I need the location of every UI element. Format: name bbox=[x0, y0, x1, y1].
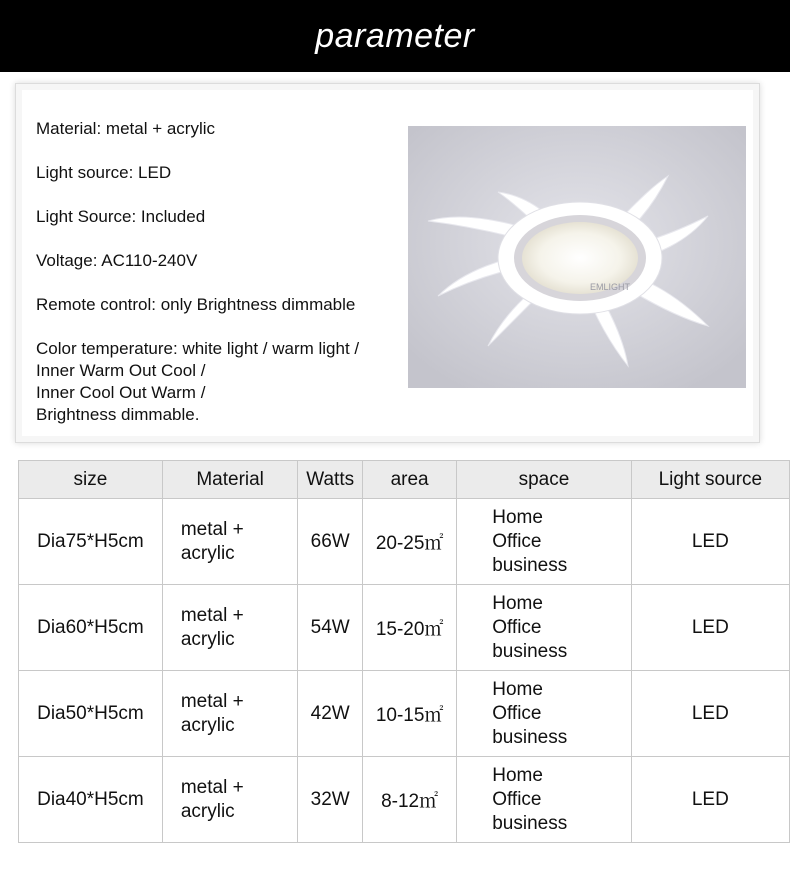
space-line: Home bbox=[492, 592, 543, 614]
cell-material bbox=[162, 585, 298, 671]
table-header-row bbox=[19, 461, 790, 499]
table-row bbox=[19, 585, 790, 671]
material-line: acrylic bbox=[180, 800, 235, 822]
cell-space bbox=[457, 757, 631, 843]
cell-material bbox=[162, 499, 298, 585]
header-size: size bbox=[19, 461, 163, 499]
space-line: Home bbox=[492, 764, 543, 786]
material-line: metal + bbox=[180, 776, 244, 798]
space-line: business bbox=[492, 640, 568, 662]
spec-table bbox=[18, 460, 790, 843]
cell-watts: 32W bbox=[298, 757, 363, 843]
header-watts: Watts bbox=[298, 461, 363, 499]
cell-space bbox=[457, 671, 631, 757]
material-line: acrylic bbox=[180, 714, 235, 736]
cell-material bbox=[162, 671, 298, 757]
header-area: area bbox=[363, 461, 457, 499]
cell-space bbox=[457, 585, 631, 671]
spec-panel bbox=[15, 83, 760, 443]
banner-title: parameter bbox=[315, 16, 475, 55]
cell-area: 15-20㎡ bbox=[363, 585, 457, 671]
cell-size: Dia75*H5cm bbox=[19, 499, 163, 585]
cell-watts: 42W bbox=[298, 671, 363, 757]
cell-space bbox=[457, 499, 631, 585]
cell-area: 20-25㎡ bbox=[363, 499, 457, 585]
photo-watermark: EMLIGHT bbox=[590, 282, 631, 292]
space-line: Home bbox=[492, 506, 543, 528]
space-line: business bbox=[492, 726, 568, 748]
material-line: metal + bbox=[180, 518, 244, 540]
cell-material bbox=[162, 757, 298, 843]
space-line: Home bbox=[492, 678, 543, 700]
spec-voltage: Voltage: AC110-240V bbox=[36, 251, 198, 270]
material-line: metal + bbox=[180, 604, 244, 626]
spec-light-source: Light source: LED bbox=[36, 163, 172, 182]
cell-size: Dia40*H5cm bbox=[19, 757, 163, 843]
space-line: Office bbox=[492, 530, 542, 552]
header-material: Material bbox=[162, 461, 298, 499]
table-row bbox=[19, 499, 790, 585]
cell-light-source: LED bbox=[631, 585, 789, 671]
header-light-source: Light source bbox=[631, 461, 789, 499]
space-line: Office bbox=[492, 616, 542, 638]
cell-area: 10-15㎡ bbox=[363, 671, 457, 757]
spec-panel-inner bbox=[22, 90, 753, 436]
spec-remote-control: Remote control: only Brightness dimmable bbox=[36, 295, 356, 314]
space-line: Office bbox=[492, 702, 542, 724]
space-line: business bbox=[492, 812, 568, 834]
spec-color-temperature: Color temperature: white light / warm light / Inner Warm Out Cool / Inner Cool Out Warm / Brightness dimmable. bbox=[36, 339, 360, 424]
space-line: Office bbox=[492, 788, 542, 810]
product-photo bbox=[408, 126, 746, 388]
cell-light-source: LED bbox=[631, 671, 789, 757]
material-line: acrylic bbox=[180, 628, 235, 650]
table-row bbox=[19, 757, 790, 843]
header-space: space bbox=[457, 461, 631, 499]
cell-watts: 66W bbox=[298, 499, 363, 585]
space-line: business bbox=[492, 554, 568, 576]
cell-size: Dia60*H5cm bbox=[19, 585, 163, 671]
cell-watts: 54W bbox=[298, 585, 363, 671]
parameter-banner bbox=[0, 0, 790, 72]
cell-light-source: LED bbox=[631, 499, 789, 585]
spec-light-source-included: Light Source: Included bbox=[36, 207, 206, 226]
cell-size: Dia50*H5cm bbox=[19, 671, 163, 757]
ceiling-light-illustration bbox=[408, 126, 746, 388]
table-row bbox=[19, 671, 790, 757]
material-line: metal + bbox=[180, 690, 244, 712]
cell-area: 8-12㎡ bbox=[363, 757, 457, 843]
spec-material: Material: metal + acrylic bbox=[36, 119, 216, 138]
spec-list bbox=[36, 118, 416, 448]
cell-light-source: LED bbox=[631, 757, 789, 843]
material-line: acrylic bbox=[180, 542, 235, 564]
